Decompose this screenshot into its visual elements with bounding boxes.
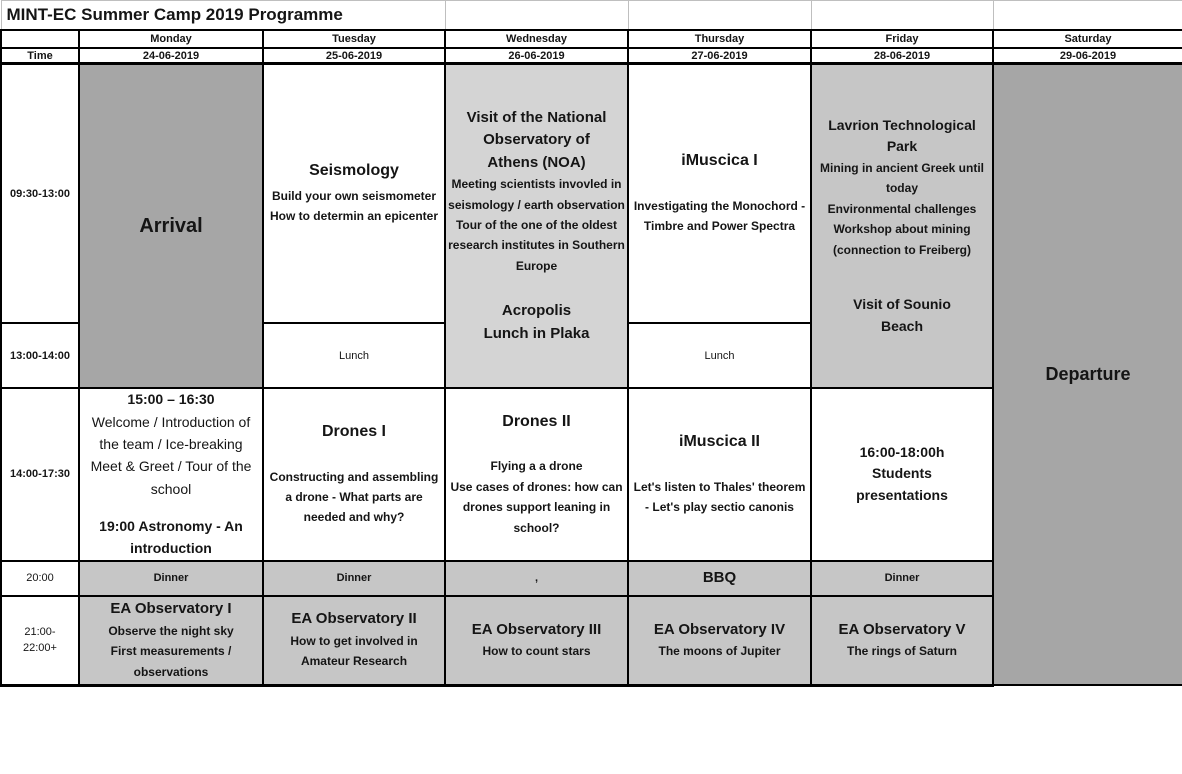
title-row <box>1 1 1182 31</box>
day-header-tuesday: Tuesday <box>263 30 445 48</box>
imuscica2-details: Let's listen to Thales' theorem - Let's play sectio canonis <box>633 479 806 515</box>
cell-wednesday-dinner: , <box>445 561 628 596</box>
day-header-row <box>1 30 1182 48</box>
students-presentations: 16:00-18:00h Students presentations <box>856 443 948 504</box>
day-header-monday: Monday <box>79 30 263 48</box>
obs5-title: EA Observatory V <box>838 620 966 638</box>
cell-tuesday-observatory2 <box>263 596 445 686</box>
title-row-empty-cell <box>445 1 628 31</box>
time-column-header: Time <box>1 48 79 64</box>
obs3-title: EA Observatory III <box>471 620 602 638</box>
obs4-details: The moons of Jupiter <box>658 644 781 659</box>
cell-thursday-imuscica1 <box>628 64 811 324</box>
day-header-wednesday: Wednesday <box>445 30 628 48</box>
cell-thursday-lunch: Lunch <box>628 323 811 388</box>
day-header-saturday: Saturday <box>993 30 1182 48</box>
cell-thursday-bbq: BBQ <box>628 561 811 596</box>
astronomy-intro: 19:00 Astronomy - An introduction <box>99 518 243 556</box>
drones2-title: Drones II <box>502 412 571 430</box>
timeslot-dinner: 20:00 <box>1 561 79 596</box>
cell-tuesday-dinner: Dinner <box>263 561 445 596</box>
timeslot-lunch: 13:00-14:00 <box>1 323 79 388</box>
cell-monday-observatory1 <box>79 596 263 686</box>
welcome-time: 15:00 – 16:30 <box>127 391 215 407</box>
cell-saturday-departure <box>993 64 1182 686</box>
date-monday: 24-06-2019 <box>79 48 263 64</box>
cell-monday-welcome <box>79 388 263 561</box>
title-row-empty-cell <box>993 1 1182 31</box>
obs2-title: EA Observatory II <box>291 610 417 628</box>
cell-wednesday-noa <box>445 64 628 389</box>
title-row-empty-cell <box>628 1 811 31</box>
obs2-details: How to get involved in Amateur Research <box>290 633 418 669</box>
cell-wednesday-drones2 <box>445 388 628 561</box>
welcome-details: Welcome / Introduction of the team / Ice-breaking Meet & Greet / Tour of the school <box>90 413 252 497</box>
cell-wednesday-observatory3 <box>445 596 628 686</box>
lavrion-details: Mining in ancient Greek until today Environmental challenges Workshop about mining (connection to Freiberg) <box>819 161 984 257</box>
date-friday: 28-06-2019 <box>811 48 993 64</box>
date-header-row <box>1 48 1182 64</box>
cell-friday-observatory5 <box>811 596 993 686</box>
obs3-details: How to count stars <box>482 644 591 659</box>
title-row-empty-cell <box>811 1 993 31</box>
cell-friday-lavrion <box>811 64 993 389</box>
cell-tuesday-seismology <box>263 64 445 324</box>
lavrion-sounio: Visit of Sounio Beach <box>853 295 951 334</box>
cell-friday-dinner: Dinner <box>811 561 993 596</box>
cell-friday-presentations <box>811 388 993 561</box>
cell-tuesday-lunch: Lunch <box>263 323 445 388</box>
cell-thursday-imuscica2 <box>628 388 811 561</box>
morning-row <box>1 64 1182 324</box>
cell-thursday-observatory4 <box>628 596 811 686</box>
cell-monday-dinner: Dinner <box>79 561 263 596</box>
obs5-details: The rings of Saturn <box>846 644 957 659</box>
imuscica1-title: iMuscica I <box>681 152 758 170</box>
lavrion-title: Lavrion Technological Park <box>828 116 976 155</box>
noa-title: Visit of the National Observatory of Athens (NOA) <box>466 108 607 171</box>
seismology-details: Build your own seismometer How to determin an epicenter <box>269 188 439 224</box>
noa-details: Meeting scientists invovled in seismology / earth observation Tour of the one of the oldest research institutes in Southern Europe <box>448 177 625 273</box>
drones2-details: Flying a a drone Use cases of drones: how can drones support leaning in school? <box>450 459 623 535</box>
timeslot-afternoon: 14:00-17:30 <box>1 388 79 561</box>
day-header-friday: Friday <box>811 30 993 48</box>
seismology-title: Seismology <box>309 162 399 180</box>
noa-acropolis: Acropolis Lunch in Plaka <box>483 302 590 342</box>
date-tuesday: 25-06-2019 <box>263 48 445 64</box>
obs1-title: EA Observatory I <box>110 600 232 618</box>
date-saturday: 29-06-2019 <box>993 48 1182 64</box>
imuscica1-details: Investigating the Monochord - Timbre and Power Spectra <box>633 198 806 234</box>
imuscica2-title: iMuscica II <box>679 433 760 451</box>
obs4-title: EA Observatory IV <box>653 620 786 638</box>
day-header-thursday: Thursday <box>628 30 811 48</box>
page-title: MINT-EC Summer Camp 2019 Programme <box>1 1 445 31</box>
drones1-details: Constructing and assembling a drone - What parts are needed and why? <box>269 469 439 525</box>
cell-tuesday-drones1 <box>263 388 445 561</box>
timeslot-morning: 09:30-13:00 <box>1 64 79 324</box>
time-header-empty <box>1 30 79 48</box>
timeslot-evening: 21:00- 22:00+ <box>1 596 79 686</box>
departure-label: Departure <box>1045 364 1131 385</box>
date-wednesday: 26-06-2019 <box>445 48 628 64</box>
date-thursday: 27-06-2019 <box>628 48 811 64</box>
arrival-label: Arrival <box>139 214 203 237</box>
cell-monday-arrival <box>79 64 263 389</box>
obs1-details: Observe the night sky First measurements / observations <box>108 623 234 679</box>
drones1-title: Drones I <box>321 422 386 440</box>
